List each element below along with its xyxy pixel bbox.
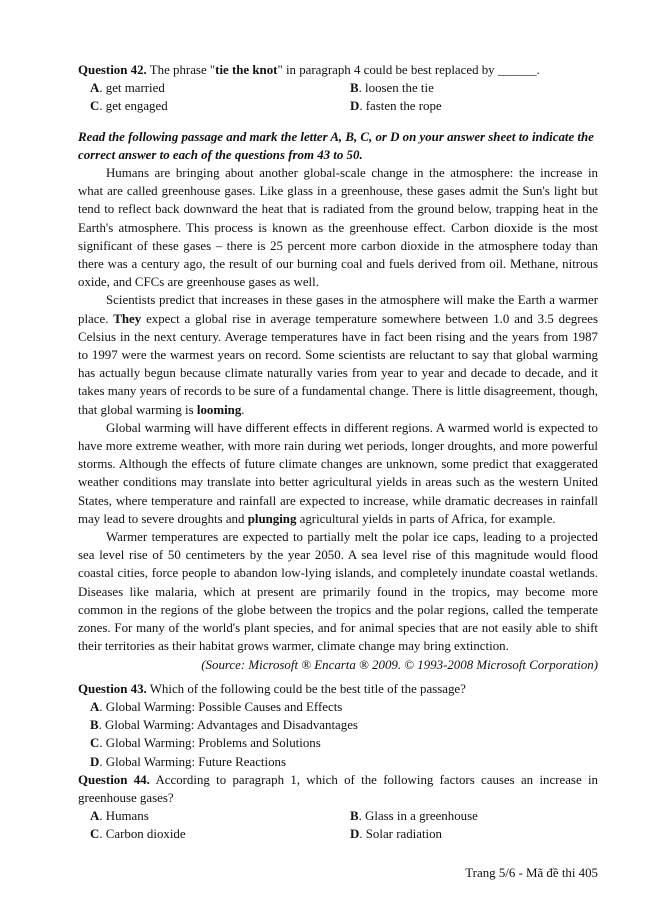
option-b[interactable]	[350, 79, 610, 97]
option-text: . loosen the tie	[358, 81, 434, 96]
option-letter: A	[90, 699, 100, 714]
option-b[interactable]	[90, 716, 598, 734]
passage-source: (Source: Microsoft ® Encarta ® 2009. © 1993-2008 Microsoft Corporation)	[201, 657, 598, 672]
question-text: Which of the following could be the best title of the passage?	[146, 681, 466, 696]
question-44-options	[78, 807, 598, 843]
option-d[interactable]	[350, 825, 610, 843]
highlighted-word: plunging	[247, 511, 297, 526]
question-42	[78, 61, 598, 79]
highlighted-word: They	[113, 311, 142, 326]
option-letter: C	[90, 736, 100, 751]
question-text: The phrase "	[146, 63, 216, 77]
passage-paragraph-4: Warmer temperatures are expected to partially melt the polar ice caps, leading to a projected sea level rise of 50 centimeters by the year 2050. A sea level rise of this magnitude would flood coastal cities, force people to abandon low-lying islands, and completely inundate coastal wetlands. Diseases like malaria, which at present are primarily found in the tropics, may become more common in the regions of the globe between the tropics and the polar regions, called the temperate zones. For many of the world's plant species, and for animal species that are not easily able to shift their territories as their habitat grows warmer, climate change may bring extinction.	[78, 530, 598, 654]
reading-instruction: Read the following passage and mark the letter A, B, C, or D on your answer sheet to indicate the correct answer to each of the questions from 43 to 50.	[78, 129, 594, 162]
question-text: " in paragraph 4 could be best replaced by ______.	[277, 63, 540, 77]
option-text: . Global Warming: Advantages and Disadvantages	[98, 718, 358, 733]
paragraph-text: Global warming will have different effects in different regions. A warmed world is expected to have more extreme weather, with more rain during wet periods, longer droughts, and more powerful storms. Although the effects of future climate changes are unknown, some predict that exaggerated weather conditions may translate into better agricultural yields in areas such as the western United States, where temperature and rainfall are expected to increase, while dramatic decreases in rainfall may lead to severe droughts and	[78, 420, 598, 526]
passage-paragraph-3	[78, 419, 598, 528]
option-text: . Global Warming: Future Reactions	[99, 754, 286, 769]
option-letter: D	[90, 754, 100, 769]
option-c[interactable]	[90, 734, 598, 752]
paragraph-text: Scientists predict that increases in these gases in the atmosphere will make the Earth a warmer place.	[78, 293, 598, 326]
option-d[interactable]	[90, 753, 598, 771]
option-letter: C	[90, 827, 100, 842]
option-a[interactable]	[90, 79, 350, 97]
question-text: According to paragraph 1, which of the following factors causes an increase in greenhouse gases?	[78, 772, 598, 805]
highlighted-phrase: tie the knot	[215, 63, 278, 77]
option-d[interactable]	[350, 97, 610, 115]
option-text: . fasten the rope	[359, 99, 442, 114]
option-text: . get engaged	[99, 99, 168, 114]
question-44	[78, 771, 598, 807]
question-label: Question 44.	[78, 772, 150, 787]
option-a[interactable]	[90, 698, 598, 716]
option-letter: B	[90, 718, 99, 733]
option-letter: A	[90, 81, 100, 96]
paragraph-text: .	[241, 402, 245, 417]
option-letter: D	[350, 99, 360, 114]
paragraph-text: agricultural yields in parts of Africa, for example.	[296, 511, 556, 526]
page-footer: Trang 5/6 - Mã đề thi 405	[465, 866, 598, 880]
option-text: . Solar radiation	[359, 827, 443, 842]
option-text: . Global Warming: Problems and Solutions	[99, 736, 321, 751]
paragraph-text: expect a global rise in average temperature somewhere between 1.0 and 3.5 degrees Celsius in the next century. Average temperatures have in fact been rising and the years from 1987 to 1997 were the warmest years on record. Some scientists are reluctant to say that global warming has actually begun because climate naturally varies from year to year and decade to decade, and it takes many years of records to be sure of a fundamental change. There is little disagreement, though, that global warming is	[78, 311, 598, 417]
option-c[interactable]	[90, 97, 350, 115]
option-text: . Humans	[99, 809, 149, 824]
option-text: . Global Warming: Possible Causes and Effects	[99, 699, 343, 714]
highlighted-word: looming	[196, 402, 242, 417]
passage-paragraph-1: Humans are bringing about another global-scale change in the atmosphere: the increase in what are called greenhouse gases. Like glass in a greenhouse, these gases admit the Sun's light but tend to reflect back downward the heat that is radiated from the ground below, trapping heat in the Earth's atmosphere. This process is known as the greenhouse effect. Carbon dioxide is the most significant of these gases – there is 25 percent more carbon dioxide in the atmosphere today than there was a century ago, the result of our burning coal and fuels derived from oil. Methane, nitrous oxide, and CFCs are greenhouse gases as well.	[78, 166, 598, 290]
passage-paragraph-2	[78, 291, 598, 418]
option-letter: D	[350, 827, 360, 842]
option-c[interactable]	[90, 825, 350, 843]
question-43	[78, 680, 598, 698]
option-letter: B	[350, 809, 359, 824]
option-letter: A	[90, 809, 100, 824]
question-43-options	[78, 698, 598, 771]
page-content	[78, 61, 598, 844]
option-text: . Carbon dioxide	[99, 827, 186, 842]
option-text: . get married	[99, 81, 165, 96]
option-letter: C	[90, 99, 100, 114]
option-letter: B	[350, 81, 359, 96]
option-text: . Glass in a greenhouse	[358, 809, 478, 824]
question-label: Question 42.	[78, 63, 147, 77]
question-42-options	[78, 79, 598, 115]
option-b[interactable]	[350, 807, 610, 825]
question-label: Question 43.	[78, 681, 147, 696]
option-a[interactable]	[90, 807, 350, 825]
